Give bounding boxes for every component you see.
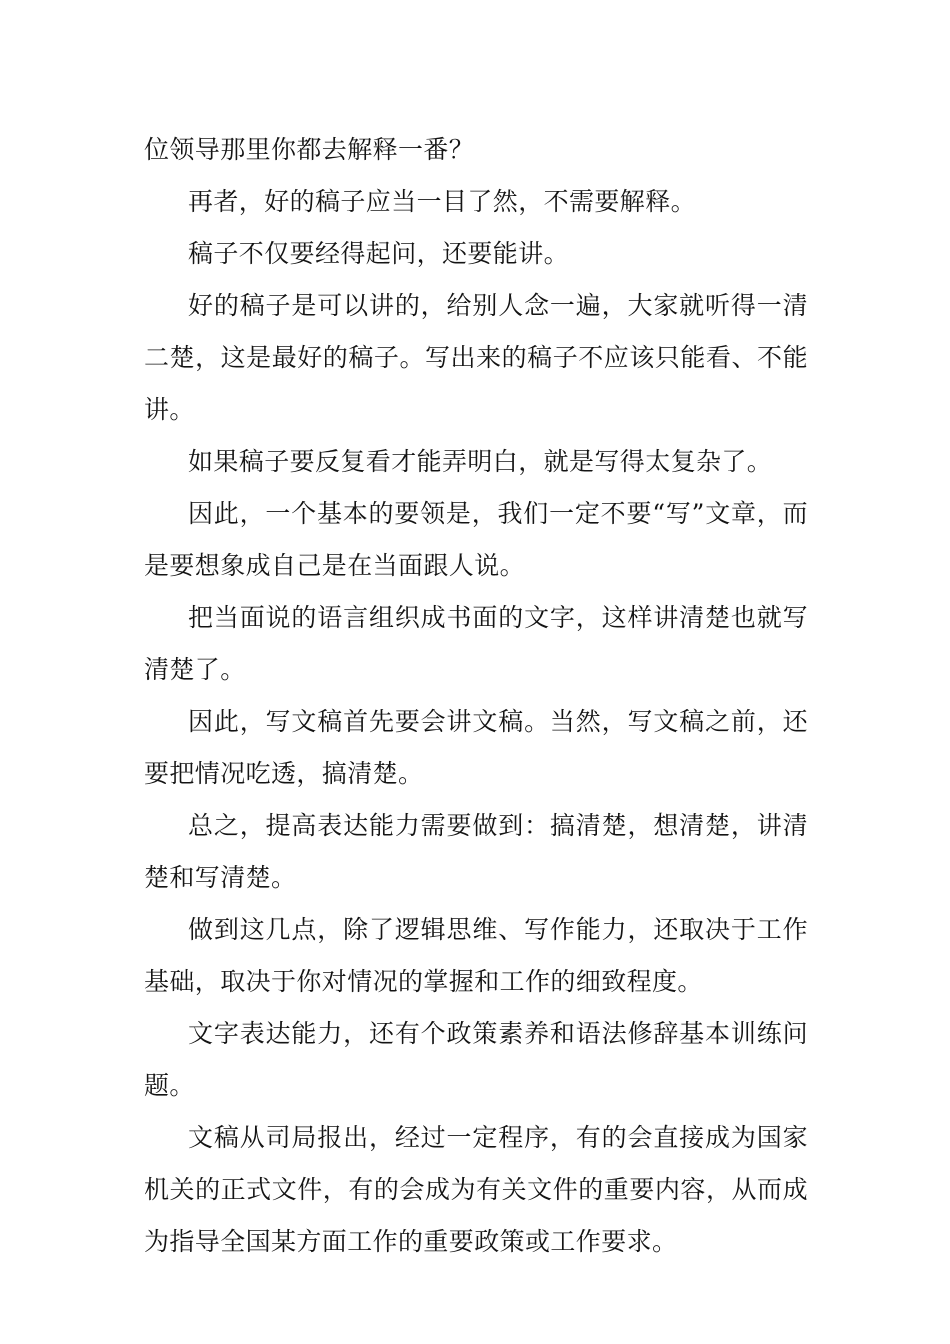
paragraph: 文稿从司局报出，经过一定程序，有的会直接成为国家机关的正式文件，有的会成为有关文件的重要内容，从而成为指导全国某方面工作的重要政策或工作要求。 bbox=[144, 1123, 808, 1256]
paragraph: 好的稿子是可以讲的，给别人念一遍，大家就听得一清二楚，这是最好的稿子。写出来的稿子不应该只能看、不能讲。 bbox=[144, 291, 808, 424]
paragraph: 总之，提高表达能力需要做到：搞清楚，想清楚，讲清楚和写清楚。 bbox=[144, 811, 808, 892]
paragraph: 因此，一个基本的要领是，我们一定不要“写”文章，而是要想象成自己是在当面跟人说。 bbox=[144, 499, 808, 580]
paragraph: 把当面说的语言组织成书面的文字，这样讲清楚也就写清楚了。 bbox=[144, 603, 808, 684]
document-body bbox=[144, 124, 808, 1268]
paragraph: 文字表达能力，还有个政策素养和语法修辞基本训练问题。 bbox=[144, 1019, 808, 1100]
paragraph: 稿子不仅要经得起问，还要能讲。 bbox=[188, 239, 570, 268]
paragraph: 再者，好的稿子应当一目了然，不需要解释。 bbox=[188, 187, 697, 216]
paragraph-continuation: 位领导那里你都去解释一番？ bbox=[144, 135, 475, 164]
paragraph: 做到这几点，除了逻辑思维、写作能力，还取决于工作基础，取决于你对情况的掌握和工作的细致程度。 bbox=[144, 915, 808, 996]
paragraph: 因此，写文稿首先要会讲文稿。当然，写文稿之前，还要把情况吃透，搞清楚。 bbox=[144, 707, 808, 788]
paragraph: 如果稿子要反复看才能弄明白，就是写得太复杂了。 bbox=[188, 447, 773, 476]
